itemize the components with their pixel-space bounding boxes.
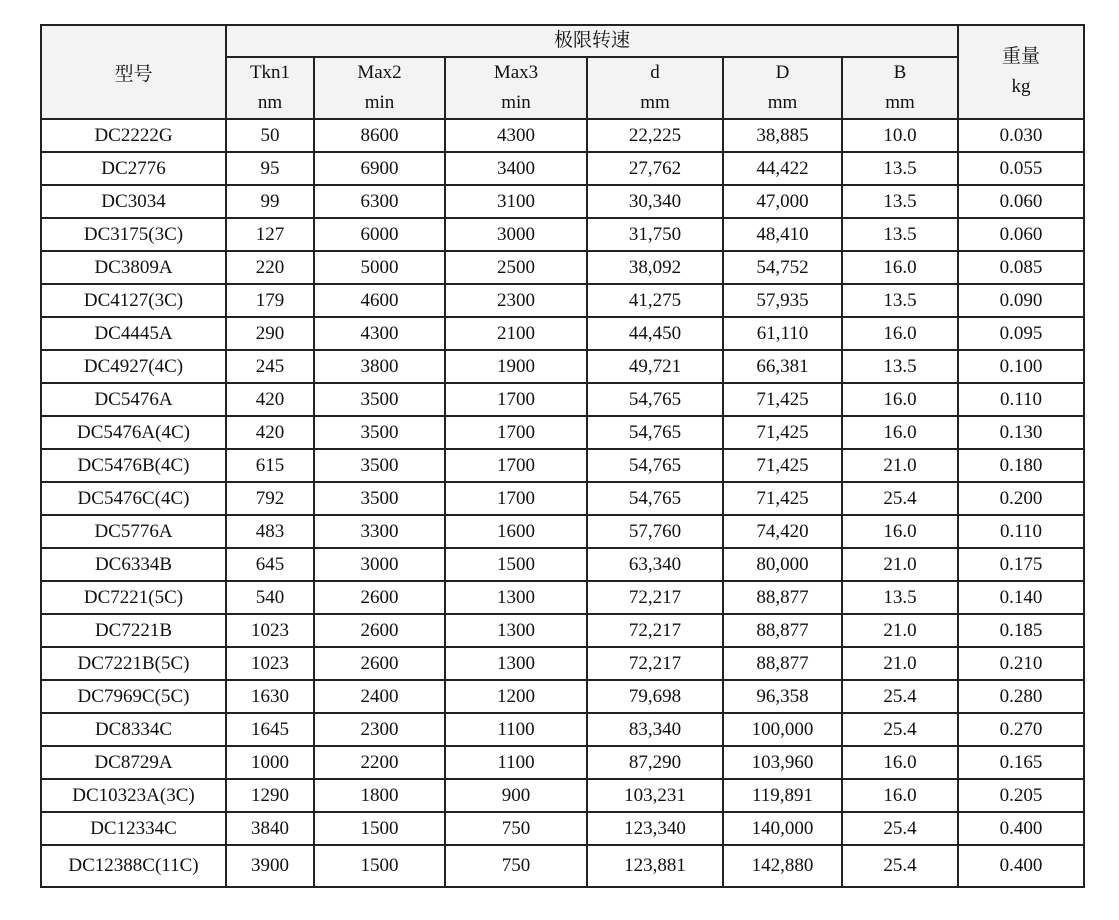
cell-max3: 1900 bbox=[445, 350, 587, 383]
cell-weight: 0.100 bbox=[958, 350, 1084, 383]
cell-model: DC10323A(3C) bbox=[41, 779, 226, 812]
cell-max2: 8600 bbox=[314, 119, 445, 152]
cell-d-outer: 96,358 bbox=[723, 680, 842, 713]
cell-weight: 0.280 bbox=[958, 680, 1084, 713]
cell-d-outer: 44,422 bbox=[723, 152, 842, 185]
cell-b-width: 16.0 bbox=[842, 515, 958, 548]
header-unit: min bbox=[501, 92, 531, 113]
header-name: Tkn1 bbox=[249, 62, 291, 83]
cell-max2: 1500 bbox=[314, 845, 445, 887]
cell-d-inner: 54,765 bbox=[587, 482, 723, 515]
cell-max2: 6300 bbox=[314, 185, 445, 218]
cell-d-outer: 80,000 bbox=[723, 548, 842, 581]
table-row bbox=[41, 614, 1084, 647]
cell-tkn1: 127 bbox=[226, 218, 314, 251]
cell-d-outer: 74,420 bbox=[723, 515, 842, 548]
cell-max2: 5000 bbox=[314, 251, 445, 284]
cell-model: DC8334C bbox=[41, 713, 226, 746]
cell-d-inner: 44,450 bbox=[587, 317, 723, 350]
cell-tkn1: 50 bbox=[226, 119, 314, 152]
header-name: d bbox=[650, 62, 660, 83]
header-unit: mm bbox=[640, 92, 670, 113]
cell-tkn1: 95 bbox=[226, 152, 314, 185]
cell-max3: 3000 bbox=[445, 218, 587, 251]
cell-model: DC7969C(5C) bbox=[41, 680, 226, 713]
cell-d-outer: 57,935 bbox=[723, 284, 842, 317]
cell-weight: 0.165 bbox=[958, 746, 1084, 779]
cell-b-width: 21.0 bbox=[842, 647, 958, 680]
cell-weight: 0.055 bbox=[958, 152, 1084, 185]
cell-model: DC2776 bbox=[41, 152, 226, 185]
cell-max3: 1700 bbox=[445, 383, 587, 416]
cell-weight: 0.185 bbox=[958, 614, 1084, 647]
header-name: Max2 bbox=[357, 62, 402, 83]
cell-tkn1: 1023 bbox=[226, 647, 314, 680]
cell-tkn1: 1290 bbox=[226, 779, 314, 812]
cell-max2: 3500 bbox=[314, 482, 445, 515]
cell-d-inner: 72,217 bbox=[587, 614, 723, 647]
cell-d-outer: 47,000 bbox=[723, 185, 842, 218]
cell-weight: 0.130 bbox=[958, 416, 1084, 449]
cell-model: DC12334C bbox=[41, 812, 226, 845]
header-unit: mm bbox=[767, 92, 798, 113]
cell-b-width: 21.0 bbox=[842, 449, 958, 482]
table-row bbox=[41, 713, 1084, 746]
cell-max2: 2200 bbox=[314, 746, 445, 779]
cell-b-width: 21.0 bbox=[842, 614, 958, 647]
cell-max3: 1500 bbox=[445, 548, 587, 581]
table-header bbox=[41, 25, 1084, 119]
cell-tkn1: 290 bbox=[226, 317, 314, 350]
cell-weight: 0.200 bbox=[958, 482, 1084, 515]
cell-d-outer: 142,880 bbox=[723, 845, 842, 887]
cell-max3: 2100 bbox=[445, 317, 587, 350]
cell-weight: 0.110 bbox=[958, 515, 1084, 548]
cell-b-width: 13.5 bbox=[842, 284, 958, 317]
cell-tkn1: 792 bbox=[226, 482, 314, 515]
cell-max3: 2300 bbox=[445, 284, 587, 317]
cell-d-inner: 27,762 bbox=[587, 152, 723, 185]
cell-b-width: 16.0 bbox=[842, 317, 958, 350]
cell-tkn1: 179 bbox=[226, 284, 314, 317]
cell-d-inner: 22,225 bbox=[587, 119, 723, 152]
cell-tkn1: 420 bbox=[226, 383, 314, 416]
cell-max2: 1800 bbox=[314, 779, 445, 812]
cell-weight: 0.180 bbox=[958, 449, 1084, 482]
cell-b-width: 13.5 bbox=[842, 185, 958, 218]
header-b-width bbox=[842, 57, 958, 119]
header-weight-unit: kg bbox=[1011, 76, 1031, 97]
header-name: D bbox=[775, 62, 790, 83]
cell-d-outer: 140,000 bbox=[723, 812, 842, 845]
header-tkn1 bbox=[226, 57, 314, 119]
table-row bbox=[41, 350, 1084, 383]
cell-max2: 3800 bbox=[314, 350, 445, 383]
header-max3 bbox=[445, 57, 587, 119]
cell-d-inner: 49,721 bbox=[587, 350, 723, 383]
table-row bbox=[41, 647, 1084, 680]
cell-max2: 4600 bbox=[314, 284, 445, 317]
cell-b-width: 25.4 bbox=[842, 713, 958, 746]
header-weight bbox=[958, 25, 1084, 119]
cell-b-width: 13.5 bbox=[842, 218, 958, 251]
cell-model: DC4927(4C) bbox=[41, 350, 226, 383]
cell-d-inner: 54,765 bbox=[587, 416, 723, 449]
cell-weight: 0.030 bbox=[958, 119, 1084, 152]
cell-max3: 2500 bbox=[445, 251, 587, 284]
cell-d-inner: 72,217 bbox=[587, 581, 723, 614]
cell-weight: 0.090 bbox=[958, 284, 1084, 317]
table-row bbox=[41, 581, 1084, 614]
cell-d-inner: 123,881 bbox=[587, 845, 723, 887]
header-name: Max3 bbox=[493, 62, 539, 83]
cell-max3: 1700 bbox=[445, 449, 587, 482]
cell-max2: 2300 bbox=[314, 713, 445, 746]
cell-d-inner: 63,340 bbox=[587, 548, 723, 581]
cell-d-outer: 103,960 bbox=[723, 746, 842, 779]
cell-max2: 2400 bbox=[314, 680, 445, 713]
cell-max2: 3500 bbox=[314, 416, 445, 449]
cell-max3: 1300 bbox=[445, 614, 587, 647]
cell-tkn1: 1630 bbox=[226, 680, 314, 713]
cell-model: DC7221B bbox=[41, 614, 226, 647]
cell-tkn1: 220 bbox=[226, 251, 314, 284]
table-row bbox=[41, 416, 1084, 449]
cell-weight: 0.210 bbox=[958, 647, 1084, 680]
cell-b-width: 25.4 bbox=[842, 812, 958, 845]
cell-max3: 1600 bbox=[445, 515, 587, 548]
cell-tkn1: 3840 bbox=[226, 812, 314, 845]
cell-max3: 4300 bbox=[445, 119, 587, 152]
cell-weight: 0.270 bbox=[958, 713, 1084, 746]
cell-model: DC7221(5C) bbox=[41, 581, 226, 614]
table-row bbox=[41, 449, 1084, 482]
table-row bbox=[41, 812, 1084, 845]
cell-d-inner: 31,750 bbox=[587, 218, 723, 251]
cell-b-width: 16.0 bbox=[842, 251, 958, 284]
table-row bbox=[41, 680, 1084, 713]
cell-weight: 0.095 bbox=[958, 317, 1084, 350]
cell-model: DC12388C(11C) bbox=[41, 845, 226, 887]
cell-b-width: 13.5 bbox=[842, 581, 958, 614]
cell-max2: 4300 bbox=[314, 317, 445, 350]
table-row bbox=[41, 383, 1084, 416]
cell-model: DC5476B(4C) bbox=[41, 449, 226, 482]
cell-model: DC3809A bbox=[41, 251, 226, 284]
cell-d-outer: 54,752 bbox=[723, 251, 842, 284]
cell-weight: 0.060 bbox=[958, 218, 1084, 251]
table-row bbox=[41, 515, 1084, 548]
cell-max3: 1300 bbox=[445, 581, 587, 614]
cell-b-width: 16.0 bbox=[842, 746, 958, 779]
cell-max3: 1200 bbox=[445, 680, 587, 713]
cell-model: DC5476C(4C) bbox=[41, 482, 226, 515]
cell-d-inner: 57,760 bbox=[587, 515, 723, 548]
cell-d-outer: 38,885 bbox=[723, 119, 842, 152]
cell-d-outer: 48,410 bbox=[723, 218, 842, 251]
cell-d-outer: 88,877 bbox=[723, 581, 842, 614]
cell-tkn1: 1000 bbox=[226, 746, 314, 779]
cell-model: DC5476A(4C) bbox=[41, 416, 226, 449]
cell-b-width: 16.0 bbox=[842, 779, 958, 812]
cell-max3: 3100 bbox=[445, 185, 587, 218]
cell-tkn1: 483 bbox=[226, 515, 314, 548]
cell-max2: 3000 bbox=[314, 548, 445, 581]
cell-d-inner: 87,290 bbox=[587, 746, 723, 779]
cell-b-width: 25.4 bbox=[842, 680, 958, 713]
cell-weight: 0.060 bbox=[958, 185, 1084, 218]
cell-max3: 1700 bbox=[445, 416, 587, 449]
cell-model: DC2222G bbox=[41, 119, 226, 152]
cell-max2: 3500 bbox=[314, 383, 445, 416]
header-d-outer bbox=[723, 57, 842, 119]
cell-tkn1: 615 bbox=[226, 449, 314, 482]
cell-max3: 750 bbox=[445, 812, 587, 845]
cell-weight: 0.110 bbox=[958, 383, 1084, 416]
cell-weight: 0.205 bbox=[958, 779, 1084, 812]
cell-max2: 1500 bbox=[314, 812, 445, 845]
table-row bbox=[41, 317, 1084, 350]
cell-b-width: 21.0 bbox=[842, 548, 958, 581]
cell-d-inner: 103,231 bbox=[587, 779, 723, 812]
cell-model: DC4445A bbox=[41, 317, 226, 350]
table-row bbox=[41, 284, 1084, 317]
header-weight-label: 重量 bbox=[1002, 46, 1041, 67]
table-row bbox=[41, 119, 1084, 152]
cell-d-inner: 54,765 bbox=[587, 383, 723, 416]
header-unit: min bbox=[364, 92, 395, 113]
cell-max2: 2600 bbox=[314, 581, 445, 614]
header-d-inner bbox=[587, 57, 723, 119]
cell-tkn1: 420 bbox=[226, 416, 314, 449]
cell-weight: 0.085 bbox=[958, 251, 1084, 284]
cell-max3: 900 bbox=[445, 779, 587, 812]
cell-tkn1: 1023 bbox=[226, 614, 314, 647]
cell-d-inner: 123,340 bbox=[587, 812, 723, 845]
cell-model: DC3175(3C) bbox=[41, 218, 226, 251]
cell-d-inner: 83,340 bbox=[587, 713, 723, 746]
cell-tkn1: 3900 bbox=[226, 845, 314, 887]
cell-tkn1: 99 bbox=[226, 185, 314, 218]
cell-d-outer: 71,425 bbox=[723, 482, 842, 515]
table-row bbox=[41, 482, 1084, 515]
cell-model: DC6334B bbox=[41, 548, 226, 581]
spec-table bbox=[40, 24, 1085, 888]
cell-max2: 6000 bbox=[314, 218, 445, 251]
cell-b-width: 10.0 bbox=[842, 119, 958, 152]
header-unit: mm bbox=[885, 92, 915, 113]
table-row bbox=[41, 185, 1084, 218]
cell-b-width: 13.5 bbox=[842, 350, 958, 383]
cell-max3: 1700 bbox=[445, 482, 587, 515]
cell-max3: 1300 bbox=[445, 647, 587, 680]
cell-d-inner: 41,275 bbox=[587, 284, 723, 317]
cell-model: DC7221B(5C) bbox=[41, 647, 226, 680]
header-name: B bbox=[893, 62, 907, 83]
cell-weight: 0.400 bbox=[958, 845, 1084, 887]
cell-weight: 0.140 bbox=[958, 581, 1084, 614]
table-row bbox=[41, 779, 1084, 812]
cell-max2: 6900 bbox=[314, 152, 445, 185]
cell-d-inner: 30,340 bbox=[587, 185, 723, 218]
cell-d-outer: 88,877 bbox=[723, 614, 842, 647]
cell-d-outer: 100,000 bbox=[723, 713, 842, 746]
cell-max2: 3500 bbox=[314, 449, 445, 482]
cell-d-outer: 71,425 bbox=[723, 383, 842, 416]
cell-max2: 3300 bbox=[314, 515, 445, 548]
table-row bbox=[41, 218, 1084, 251]
cell-b-width: 16.0 bbox=[842, 383, 958, 416]
table-row bbox=[41, 548, 1084, 581]
cell-d-inner: 79,698 bbox=[587, 680, 723, 713]
cell-max3: 750 bbox=[445, 845, 587, 887]
cell-tkn1: 645 bbox=[226, 548, 314, 581]
cell-b-width: 25.4 bbox=[842, 845, 958, 887]
table-row bbox=[41, 746, 1084, 779]
cell-model: DC4127(3C) bbox=[41, 284, 226, 317]
cell-max2: 2600 bbox=[314, 614, 445, 647]
cell-max3: 3400 bbox=[445, 152, 587, 185]
cell-max2: 2600 bbox=[314, 647, 445, 680]
cell-weight: 0.400 bbox=[958, 812, 1084, 845]
cell-d-outer: 66,381 bbox=[723, 350, 842, 383]
table-row bbox=[41, 152, 1084, 185]
cell-d-inner: 38,092 bbox=[587, 251, 723, 284]
cell-d-outer: 61,110 bbox=[723, 317, 842, 350]
cell-tkn1: 540 bbox=[226, 581, 314, 614]
cell-d-inner: 54,765 bbox=[587, 449, 723, 482]
cell-max3: 1100 bbox=[445, 713, 587, 746]
cell-d-inner: 72,217 bbox=[587, 647, 723, 680]
cell-weight: 0.175 bbox=[958, 548, 1084, 581]
table-row bbox=[41, 845, 1084, 887]
cell-d-outer: 119,891 bbox=[723, 779, 842, 812]
cell-tkn1: 1645 bbox=[226, 713, 314, 746]
cell-max3: 1100 bbox=[445, 746, 587, 779]
table-row bbox=[41, 251, 1084, 284]
cell-model: DC5476A bbox=[41, 383, 226, 416]
header-max2 bbox=[314, 57, 445, 119]
cell-d-outer: 88,877 bbox=[723, 647, 842, 680]
cell-b-width: 13.5 bbox=[842, 152, 958, 185]
cell-model: DC5776A bbox=[41, 515, 226, 548]
cell-tkn1: 245 bbox=[226, 350, 314, 383]
table-body bbox=[41, 119, 1084, 887]
header-model: 型号 bbox=[41, 25, 226, 119]
cell-b-width: 25.4 bbox=[842, 482, 958, 515]
cell-d-outer: 71,425 bbox=[723, 449, 842, 482]
header-unit: nm bbox=[257, 92, 283, 113]
cell-model: DC3034 bbox=[41, 185, 226, 218]
header-speed-limit-group: 极限转速 bbox=[226, 25, 958, 57]
cell-model: DC8729A bbox=[41, 746, 226, 779]
cell-b-width: 16.0 bbox=[842, 416, 958, 449]
cell-d-outer: 71,425 bbox=[723, 416, 842, 449]
